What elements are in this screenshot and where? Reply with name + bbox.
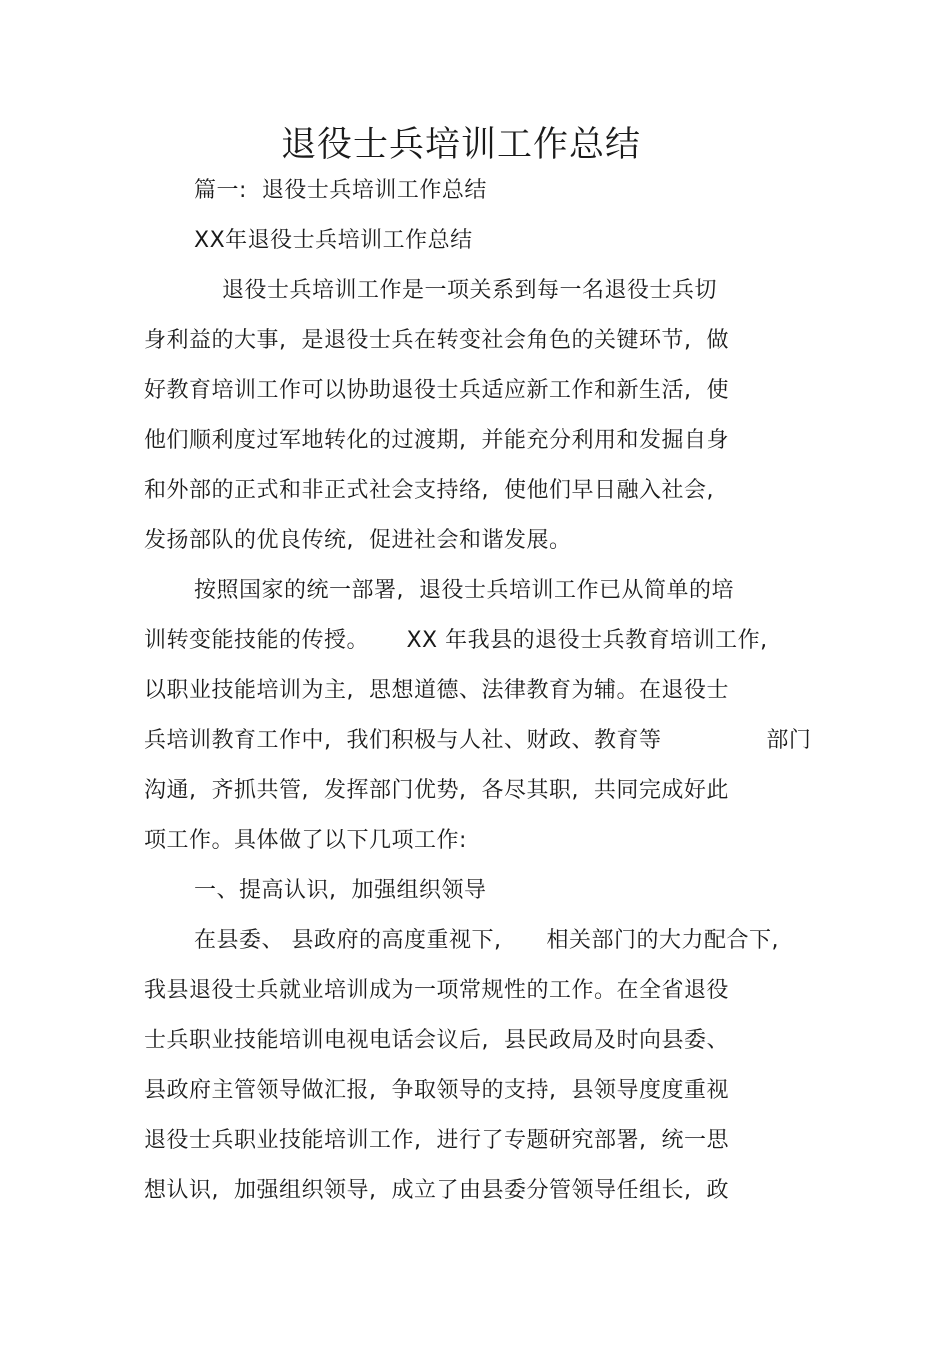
body-line: 士兵职业技能培训电视电话会议后, 县民政局及时向县委、 (144, 1028, 729, 1053)
body-line: 退役士兵培训工作是一项关系到每一名退役士兵切 (222, 278, 718, 303)
body-line: 身利益的大事, 是退役士兵在转变社会角色的关键环节, 做 (144, 328, 729, 353)
body-line: 和外部的正式和非正式社会支持络, 使他们早日融入社会, (144, 478, 714, 503)
subheading: XX年退役士兵培训工作总结 (194, 228, 473, 253)
section-heading: 一、提高认识, 加强组织领导 (194, 878, 487, 903)
body-line: 项工作。具体做了以下几项工作: (144, 828, 467, 853)
body-line: 县政府主管领导做汇报, 争取领导的支持, 县领导度度重视 (144, 1078, 729, 1103)
body-line: 兵培训教育工作中, 我们积极与人社、财政、教育等 部门 (144, 728, 812, 753)
body-line: 我县退役士兵就业培训成为一项常规性的工作。在全省退役 (144, 978, 730, 1003)
body-line: 好教育培训工作可以协助退役士兵适应新工作和新生活, 使 (144, 378, 729, 403)
section-heading: 篇一: 退役士兵培训工作总结 (194, 178, 487, 203)
body-line: 沟通, 齐抓共管, 发挥部门优势, 各尽其职, 共同完成好此 (144, 778, 729, 803)
body-line: 按照国家的统一部署, 退役士兵培训工作已从简单的培 (194, 578, 734, 603)
body-line: 在县委、 县政府的高度重视下, 相关部门的大力配合下, (194, 928, 779, 953)
document-title: 退役士兵培训工作总结 (280, 125, 641, 165)
body-line: 退役士兵职业技能培训工作, 进行了专题研究部署, 统一思 (144, 1128, 729, 1153)
body-line: 他们顺利度过军地转化的过渡期, 并能充分利用和发掘自身 (144, 428, 729, 453)
body-line: 训转变能技能的传授。 XX 年我县的退役士兵教育培训工作, (144, 628, 768, 653)
body-line: 想认识, 加强组织领导, 成立了由县委分管领导任组长, 政 (144, 1178, 729, 1203)
body-line: 以职业技能培训为主, 思想道德、法律教育为辅。在退役士 (144, 678, 729, 703)
body-line: 发扬部队的优良传统, 促进社会和谐发展。 (144, 528, 572, 553)
